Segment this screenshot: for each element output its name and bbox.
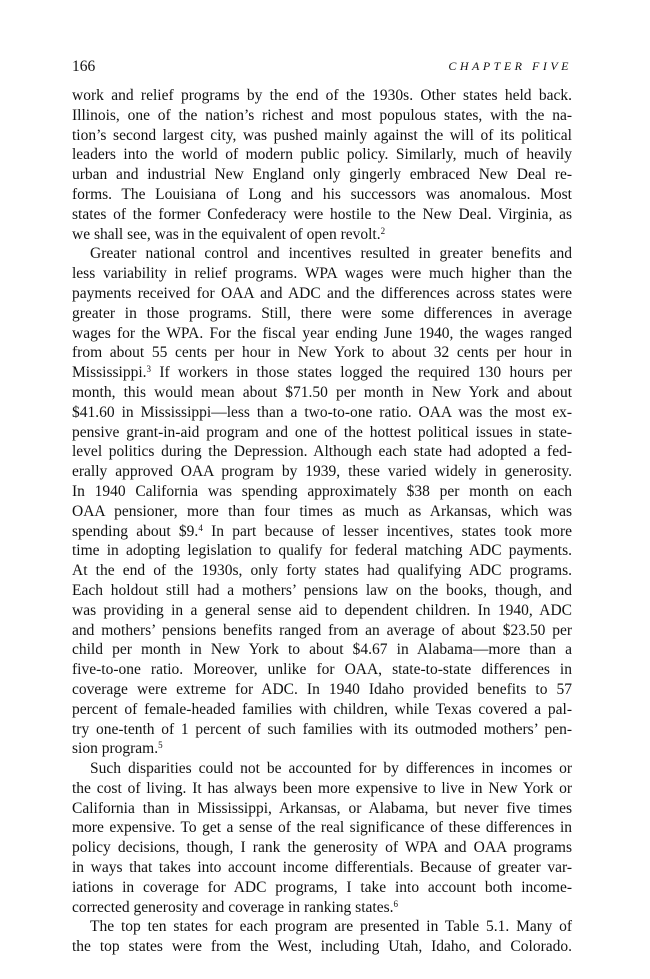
line-text: leaders into the world of modern public policy. Similarly, much of heavily [72, 146, 572, 164]
text-line [72, 304, 572, 324]
line-text: In 1940 California was spending approximately $38 per month on each [72, 482, 572, 500]
text-line [72, 442, 572, 462]
line-text: wages for the WPA. For the fiscal year ending June 1940, the wages ranged [72, 324, 572, 342]
line-text: At the end of the 1930s, only forty states had qualifying ADC programs. [72, 562, 572, 580]
text-line [72, 541, 572, 561]
text-line [72, 561, 572, 581]
text-line [72, 185, 572, 205]
text-line [72, 878, 572, 898]
text-line [72, 165, 572, 185]
text-line [72, 462, 572, 482]
text-line [72, 581, 572, 601]
line-text: less variability in relief programs. WPA wages were much higher than the [72, 265, 572, 283]
footnote-marker: 2 [380, 225, 386, 236]
text-line [72, 680, 572, 700]
text-line [72, 225, 572, 245]
line-text: Such disparities could not be accounted for by differences in incomes or [90, 760, 572, 778]
text-line [72, 522, 572, 542]
line-text: greater in those programs. Still, there were some differences in average [72, 304, 572, 322]
line-text: Illinois, one of the nation’s richest and most populous states, with the na- [72, 106, 572, 124]
line-text: California than in Mississippi, Arkansas, or Alabama, but never five times [72, 799, 572, 817]
line-text: child per month in New York to about $4.67 in Alabama—more than a [72, 641, 572, 659]
line-text: the cost of living. It has always been more expensive to live in New York or [72, 779, 572, 797]
line-text: Mississippi. [72, 364, 147, 382]
line-text: $41.60 in Mississippi—less than a two-to-one ratio. OAA was the most ex- [72, 403, 572, 421]
text-line [72, 917, 572, 937]
page-number: 166 [72, 58, 96, 75]
line-text: corrected generosity and coverage in ranking states. [72, 898, 394, 916]
text-line [72, 264, 572, 284]
line-text: sion program. [72, 740, 159, 758]
text-line [72, 858, 572, 878]
line-text: policy decisions, though, I rank the generosity of WPA and OAA programs [72, 839, 572, 857]
line-text: iations in coverage for ADC programs, I take into account both income- [72, 878, 572, 896]
text-line [72, 244, 572, 264]
line-text: Greater national control and incentives resulted in greater benefits and [90, 245, 572, 263]
line-text: The top ten states for each program are presented in Table 5.1. Many of [90, 918, 572, 936]
text-line [72, 363, 572, 383]
line-text: we shall see, was in the equivalent of open revolt. [72, 225, 381, 243]
line-text: payments received for OAA and ADC and the differences across states were [72, 284, 572, 302]
line-text: in ways that takes into account income differentials. Because of greater var- [72, 859, 572, 877]
line-text: from about 55 cents per hour in New York to about 32 cents per hour in [72, 344, 572, 362]
footnote-marker: 4 [198, 522, 203, 533]
line-text: Each holdout still had a mothers’ pensions law on the books, though, and [72, 581, 572, 599]
line-text: states of the former Confederacy were hostile to the New Deal. Virginia, as [72, 205, 572, 223]
text-line [72, 700, 572, 720]
text-line [72, 898, 572, 918]
text-line [72, 324, 572, 344]
line-text: the top states were from the West, including Utah, Idaho, and Colorado. [72, 938, 572, 956]
text-line [72, 720, 572, 740]
footnote-marker: 5 [158, 740, 163, 751]
line-text: percent of female-headed families with children, while Texas covered a pal- [72, 700, 572, 718]
text-line [72, 640, 572, 660]
line-text: time in adopting legislation to qualify for federal matching ADC payments. [72, 542, 572, 560]
text-line [72, 739, 572, 759]
line-text: urban and industrial New England only gingerly embraced New Deal re- [72, 166, 572, 184]
line-text-continued: In part because of lesser incentives, states took more [202, 522, 572, 540]
text-line [72, 502, 572, 522]
text-line [72, 818, 572, 838]
line-text: was providing in a general sense aid to dependent children. In 1940, ADC [72, 601, 572, 619]
text-line [72, 759, 572, 779]
text-line [72, 621, 572, 641]
line-text: more expensive. To get a sense of the real significance of these differences in [72, 819, 572, 837]
text-line [72, 601, 572, 621]
footnote-marker: 6 [393, 898, 398, 909]
text-line [72, 145, 572, 165]
text-line [72, 86, 572, 106]
text-line [72, 205, 572, 225]
line-text: month, this would mean about $71.50 per month in New York and about [72, 383, 572, 401]
line-text: coverage were extreme for ADC. In 1940 Idaho provided benefits to 57 [72, 680, 572, 698]
line-text: five-to-one ratio. Moreover, unlike for OAA, state-to-state differences in [72, 661, 572, 679]
text-line [72, 838, 572, 858]
text-line [72, 482, 572, 502]
line-text: forms. The Louisiana of Long and his successors was anomalous. Most [72, 185, 572, 203]
text-line [72, 284, 572, 304]
line-text: erally approved OAA program by 1939, these varied widely in generosity. [72, 463, 572, 481]
line-text: OAA pensioner, more than four times as much as Arkansas, which was [72, 502, 572, 520]
text-line [72, 937, 572, 957]
line-text: work and relief programs by the end of the 1930s. Other states held back. [72, 87, 572, 104]
line-text: level politics during the Depression. Although each state had adopted a fed- [72, 443, 572, 461]
text-line [72, 403, 572, 423]
text-line [72, 383, 572, 403]
page-header [72, 58, 572, 78]
line-text: pensive grant-in-aid program and one of the hottest political issues in state- [72, 423, 572, 441]
text-line [72, 423, 572, 443]
text-line [72, 343, 572, 363]
text-line [72, 126, 572, 146]
body-text [72, 86, 572, 957]
line-text: and mothers’ pensions benefits ranged from an average of about $23.50 per [72, 621, 572, 639]
text-line [72, 660, 572, 680]
line-text: spending about $9. [72, 522, 199, 540]
footnote-marker: 3 [146, 364, 152, 375]
line-text-continued: If workers in those states logged the required 130 hours per [151, 364, 572, 382]
line-text: tion’s second largest city, was pushed mainly against the will of its political [72, 126, 572, 144]
line-text: try one-tenth of 1 percent of such families with its outmoded mothers’ pen- [72, 720, 572, 738]
text-line [72, 779, 572, 799]
text-line [72, 106, 572, 126]
running-head: CHAPTER FIVE [448, 59, 572, 73]
text-line [72, 799, 572, 819]
